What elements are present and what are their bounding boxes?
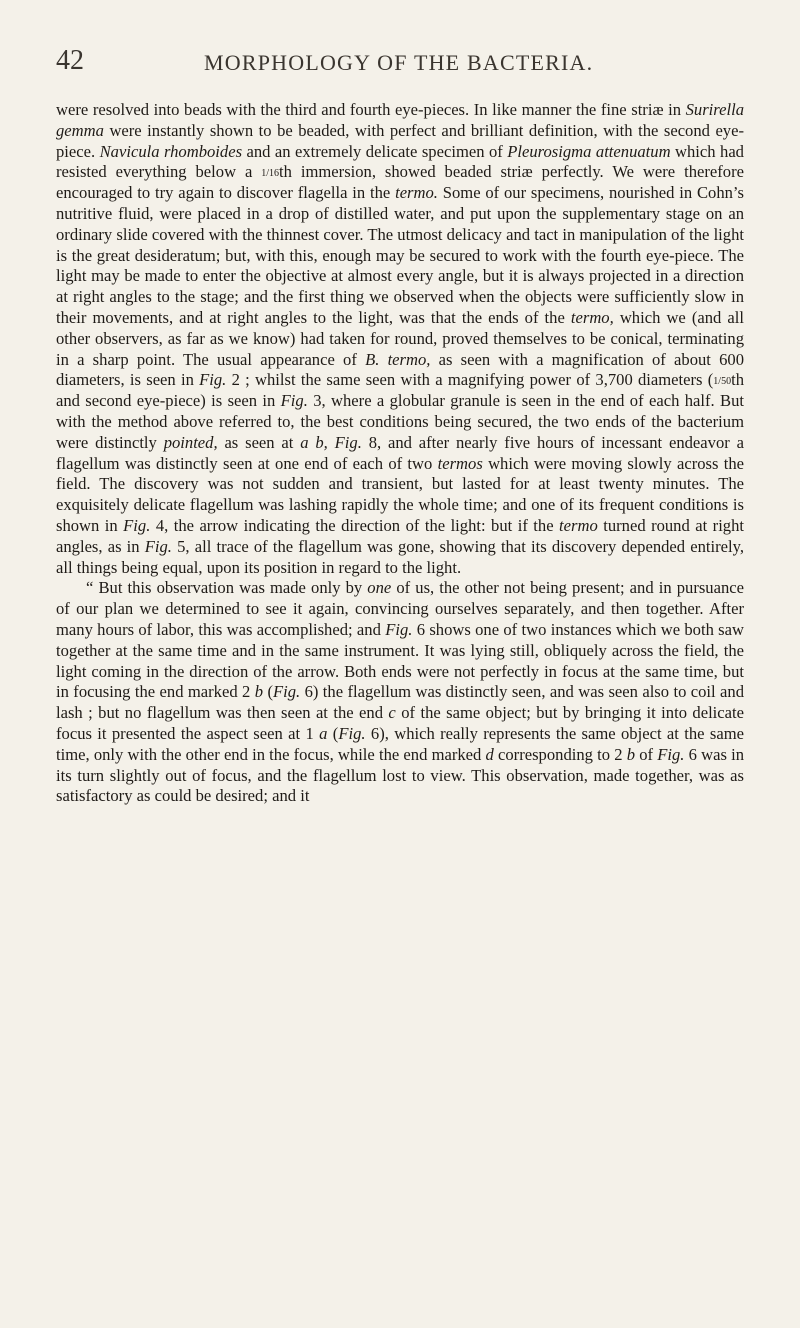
italic-run: pointed, — [163, 432, 218, 452]
italic-run: Fig. — [385, 619, 413, 639]
italic-run: Navicula rhomboides — [99, 141, 243, 161]
italic-run: Fig. — [657, 744, 685, 764]
italic-run: d — [485, 744, 494, 764]
italic-run: Fig. — [280, 391, 308, 411]
fraction: 1/50 — [713, 375, 732, 387]
paragraph-2: “ But this observation was made only by one of us, the other not being present; and in pursuance of our plan we determined to see it again, convincing ourselves separately, and then together. After many hours of labor, this was accomplished; and Fig. 6 shows one of two instances which we both saw together at the same time and in the same instrument. It was lying still, obliquely across the field, the light coming in the direction of the arrow. Both ends were not perfectly in focus at the same time, but in focusing the end marked 2 b (Fig. 6) the flagellum was distinctly seen, and was seen also to coil and lash ; but no flagellum was then seen at the end c of the same object; but by bringing it into delicate focus it presented the aspect seen at 1 a (Fig. 6), which really represents the same object at the same time, only with the other end in the focus, while the end marked d corresponding to 2 b of Fig. 6 was in its turn slightly out of focus, and the flagellum lost to view. This observation, made together, was as satisfactory as could be desired; and it — [56, 578, 745, 806]
italic-run: b — [254, 682, 264, 702]
italic-run: Fig. — [123, 515, 151, 535]
body-text — [56, 100, 744, 807]
italic-run: b — [626, 744, 636, 764]
running-head: MORPHOLOGY OF THE BACTERIA. — [204, 50, 594, 75]
italic-run: Surirella gemma — [56, 100, 744, 140]
italic-run: a b, Fig. — [300, 432, 362, 452]
italic-run: Fig. — [338, 723, 366, 743]
italic-run: c — [388, 703, 396, 723]
italic-run: one — [367, 578, 392, 598]
italic-run: Fig. — [144, 536, 172, 556]
italic-run: termo, — [570, 307, 614, 327]
italic-run: termo — [559, 515, 598, 535]
italic-run: Fig. — [272, 682, 301, 702]
italic-run: a — [319, 723, 328, 743]
italic-run: B. termo, — [365, 349, 431, 369]
italic-run: termo. — [395, 183, 438, 203]
italic-run: termos — [437, 453, 483, 473]
page-number: 42 — [56, 45, 84, 76]
italic-run: Pleurosigma attenuatum — [507, 141, 671, 161]
fraction: 1/16 — [261, 167, 280, 179]
italic-run: Fig. — [199, 370, 227, 390]
paragraph-1: were resolved into beads with the third and fourth eye-pieces. In like manner the fine striæ in Surirella gemma were instantly shown to be beaded, with perfect and brilliant definition, with the second eye-piece. Navicula rhomboides and an extremely delicate specimen of Pleurosigma attenuatum which had resisted everything below a 1/16th immersion, showed beaded striæ perfectly. We were therefore encouraged to try again to discover flagella in the termo. Some of our specimens, nourished in Cohn’s nutritive fluid, were placed in a drop of distilled water, and put upon the supplementary stage on an ordinary slide covered with the thinnest cover. The utmost delicacy and tact in manipulation of the light is the great desideratum; but, with this, enough may be secured to work with the fourth eye-piece. The light may be made to enter the objective at almost every angle, but it is always projected in a direction at right angles to the stage; and the first thing we observed when the objects were sufficiently slow in their movements, and at right angles to the light, was that the ends of the termo, which we (and all other observers, as far as we know) had taken for round, proved themselves to be conical, terminating in a sharp point. The usual appearance of B. termo, as seen with a magnification of about 600 diameters, is seen in Fig. 2 ; whilst the same seen with a magnifying power of 3,700 diameters (1/50th and second eye-piece) is seen in Fig. 3, where a globular granule is seen in the end of each half. But with the method above referred to, the best conditions being secured, the two ends of the bacterium were distinctly pointed, as seen at a b, Fig. 8, and after nearly five hours of incessant endeavor a flagellum was distinctly seen at one end of each of two termos which were moving slowly across the field. The discovery was not sudden and transient, but lasted for at least twenty minutes. The exquisitely delicate flagellum was lashing rapidly the whole time; and one of its frequent conditions is shown in Fig. 4, the arrow indicating the direction of the light: but if the termo turned round at right angles, as in Fig. 5, all trace of the flagellum was gone, showing that its discovery depended entirely, all things being equal, upon its position in regard to the light. — [56, 100, 745, 577]
page-header — [56, 46, 756, 86]
